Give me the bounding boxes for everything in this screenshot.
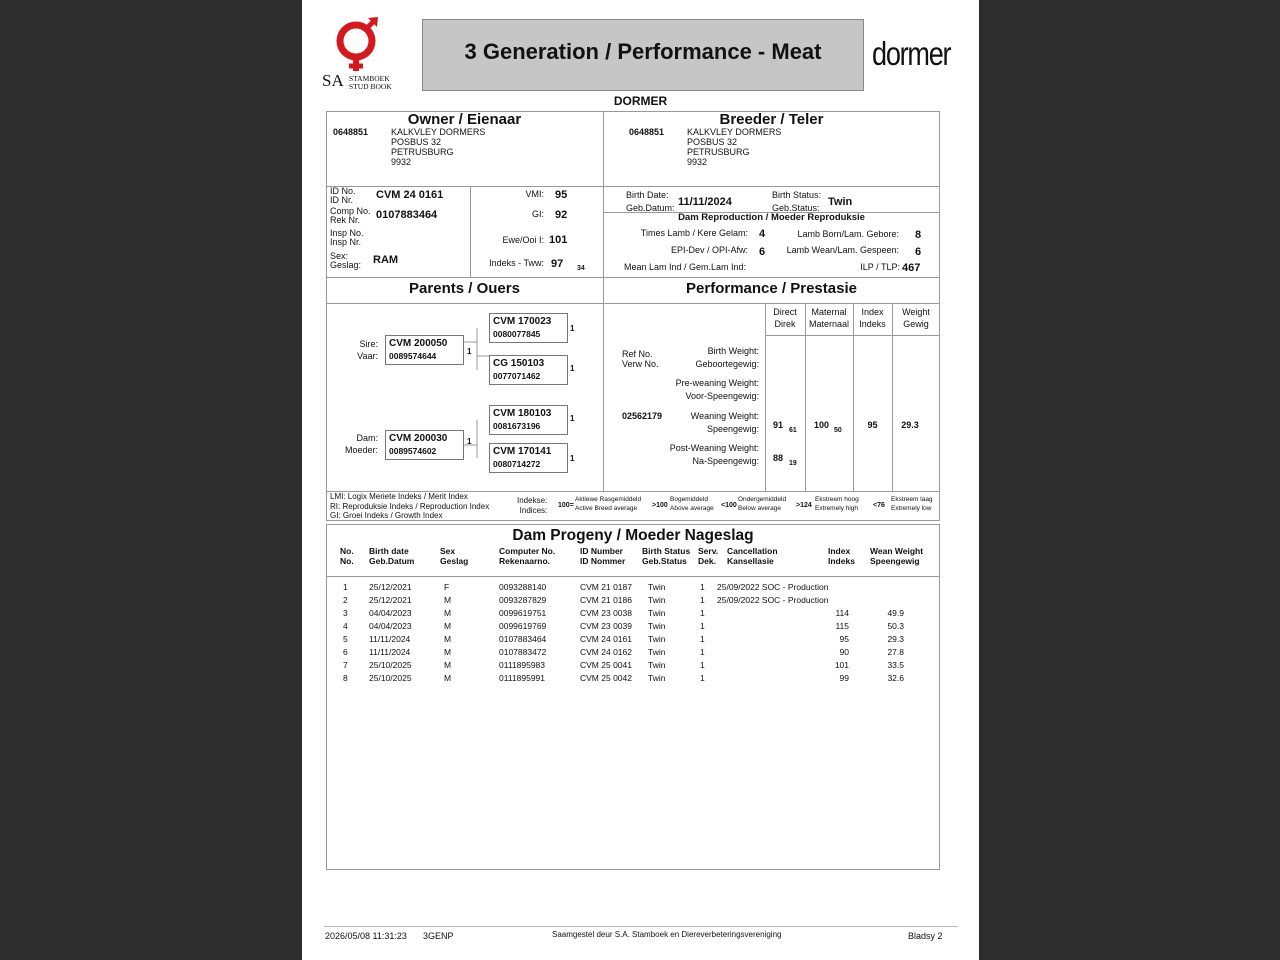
progeny-rows: 1 25/12/2021 F 0093288140 CVM 21 0187 Twin 1 25/09/2022 SOC - Production 2 25/12/2021 M 0093287829 CVM 21 0186 Twin 1 25/09/2022 SOC - Production 3 04/04/2023 M 0099619751 CVM 23 0038 Twin 1 114 49.9 4 04/04/2023 M 0099619769 CVM 23 0039 Twin 1 115 50.3 5 11/11/2024 M 0107883464 CVM 24 0161 Twin 1 95 29.3 6 11/11/2024 M 0107883472 CVM 24 0162 Twin 1 90 27.8 7 25/10/2025 M 0111895983 CVM 25 0041 Twin 1 101 33.5 8 25/10/2025 M 0111895991 CVM 25 0042 Twin 1 99 32.6 xyxy=(343,582,904,683)
ewe-value: 101 xyxy=(549,234,568,246)
legend-text-1: Bogemiddeld Above average xyxy=(670,496,714,512)
lamb-wean-value: 6 xyxy=(915,246,922,258)
logo-line1: STAMBOEK xyxy=(349,74,390,83)
dam-sire-mark: 1 xyxy=(570,414,575,423)
hdr-computer-no: Computer No. Rekenaarno. xyxy=(499,546,556,566)
col-maternal-header: Maternal Maternaal xyxy=(808,307,850,329)
hdr-id-number: ID Number ID Nommer xyxy=(580,546,626,566)
hdr-birth-date: Birth date Geb.Datum xyxy=(369,546,415,566)
wean-index: 95 xyxy=(867,420,878,430)
document-page xyxy=(302,0,979,960)
ilp-label: ILP / TLP: xyxy=(860,262,900,272)
logo-sa: SA xyxy=(322,71,344,90)
sex-value: RAM xyxy=(373,254,399,266)
wean-direct: 91 xyxy=(773,420,784,430)
dam-repro-heading: Dam Reproduction / Moeder Reproduksie xyxy=(678,212,865,223)
sire-label: Sire: Vaar: xyxy=(357,339,378,361)
performance-heading: Performance / Prestasie xyxy=(686,280,857,297)
vmi-label: VMI: xyxy=(525,189,544,199)
wean-direct-sub: 61 xyxy=(789,427,797,434)
dam-dam-mark: 1 xyxy=(570,454,575,463)
lamb-born-label: Lamb Born/Lam. Gebore: xyxy=(797,229,899,239)
legend-key-4: <76 xyxy=(873,502,885,509)
comp-value: 0107883464 xyxy=(376,209,438,221)
logo-line2: STUD BOOK xyxy=(349,82,392,91)
legend-text-3: Ekstreem hoog Extremely high xyxy=(815,496,859,512)
birth-weight-label: Birth Weight: Geboortegewig: xyxy=(695,346,759,369)
lamb-wean-label: Lamb Wean/Lam. Gespeen: xyxy=(786,245,899,255)
col-index-header: Index Indeks xyxy=(859,307,886,329)
preweaning-weight-label: Pre-weaning Weight: Voor-Speengewig: xyxy=(675,378,759,401)
sire-sire-mark: 1 xyxy=(570,324,575,333)
legend-key-1: >100 xyxy=(652,502,668,509)
breed-logo: dormer xyxy=(872,35,951,72)
hdr-cancellation: Cancellation Kansellasie xyxy=(727,546,778,566)
footer-compiled: Saamgestel deur S.A. Stamboek en Diereverbeteringsvereniging xyxy=(552,930,782,939)
birth-date-value: 11/11/2024 xyxy=(678,196,732,208)
birth-date-label: Birth Date: Geb.Datum: xyxy=(626,190,675,213)
times-lamb-value: 4 xyxy=(759,228,766,240)
legend-text-2: Ondergemiddeld Below average xyxy=(738,496,787,512)
footer-page: Bladsy 2 xyxy=(908,931,943,941)
sire-dam-box: CG 150103 0077071462 xyxy=(489,355,568,385)
ewe-label: Ewe/Ooi I: xyxy=(502,235,544,245)
hdr-sex: Sex Geslag xyxy=(440,546,469,566)
lamb-born-value: 8 xyxy=(915,229,922,241)
sex-label: Sex: Geslag: xyxy=(330,251,362,270)
legend-key-2: <100 xyxy=(721,502,737,509)
dam-label: Dam: Moeder: xyxy=(344,433,378,455)
legend-key-0: 100= xyxy=(558,502,574,509)
progeny-heading: Dam Progeny / Moeder Nageslag xyxy=(512,527,754,544)
ilp-value: 467 xyxy=(902,262,921,274)
owner-heading: Owner / Eienaar xyxy=(407,111,522,128)
sire-dam-mark: 1 xyxy=(570,364,575,373)
legend-lines: LMI: Logix Meriete Indeks / Merit Index RI: Reproduksie Indeks / Reproduction Index GI: Groei Indeks / Growth Index xyxy=(330,492,490,520)
sire-sire-box: CVM 170023 0080077845 xyxy=(489,313,568,343)
report-title: 3 Generation / Performance - Meat xyxy=(464,39,822,64)
breeder-code: 0648851 xyxy=(629,127,665,137)
tww-sub: 34 xyxy=(577,265,585,272)
breeder-heading: Breeder / Teler xyxy=(719,111,824,128)
postweaning-weight-label: Post-Weaning Weight: Na-Speengewig: xyxy=(669,443,759,466)
comp-label: Comp No. Rek Nr. xyxy=(330,206,371,225)
dam-mark: 1 xyxy=(467,437,472,446)
indices-label: Indekse: Indices: xyxy=(517,496,548,515)
tww-label: Indeks - Tww: xyxy=(489,258,544,268)
vmi-value: 95 xyxy=(555,189,568,201)
wean-maternal: 100 xyxy=(814,420,830,430)
hdr-birth-status: Birth Status Geb.Status xyxy=(642,546,691,566)
col-direct-header: Direct Direk xyxy=(773,307,797,329)
birth-status-value: Twin xyxy=(828,196,853,208)
mean-lam-label: Mean Lam Ind / Gem.Lam Ind: xyxy=(624,262,747,272)
tww-value: 97 xyxy=(551,258,564,270)
post-direct-sub: 19 xyxy=(789,460,797,467)
gi-label: GI: xyxy=(531,209,544,219)
times-lamb-label: Times Lamb / Kere Gelam: xyxy=(640,228,748,238)
legend-key-3: >124 xyxy=(796,502,812,509)
legend-text-4: Ekstreem laag Extremely low xyxy=(891,496,933,512)
insp-label: Insp No. Insp Nr. xyxy=(330,228,364,247)
col-weight-header: Weight Gewig xyxy=(902,307,930,329)
breed-name: DORMER xyxy=(613,94,668,108)
breeder-address: KALKVLEY DORMERS POSBUS 32 PETRUSBURG 9932 xyxy=(687,127,782,167)
hdr-serv: Serv. Dek. xyxy=(698,546,719,566)
owner-address: KALKVLEY DORMERS POSBUS 32 PETRUSBURG 9932 xyxy=(391,127,486,167)
sire-box: CVM 200050 0089574644 xyxy=(385,335,464,365)
ref-label: Ref No. Verw No. xyxy=(622,349,659,369)
epi-label: EPI-Dev / OPI-Afw: xyxy=(670,245,748,255)
dam-box: CVM 200030 0089574602 xyxy=(385,430,464,460)
birth-status-label: Birth Status: Geb.Status: xyxy=(772,190,822,213)
hdr-no: No. No. xyxy=(340,546,354,566)
sire-mark: 1 xyxy=(467,347,472,356)
wean-maternal-sub: 50 xyxy=(834,427,842,434)
gi-value: 92 xyxy=(555,209,568,221)
progeny-header-row xyxy=(326,546,940,574)
id-label: ID No. ID Nr. xyxy=(330,186,356,205)
dam-sire-box: CVM 180103 0081673196 xyxy=(489,405,568,435)
hdr-wean-weight: Wean Weight Speengewig xyxy=(870,546,924,566)
legend-text-0: Aktiewe Rasgemiddeld Active Breed average xyxy=(575,496,642,512)
hdr-index: Index Indeks xyxy=(828,546,855,566)
footer-code: 3GENP xyxy=(423,931,454,941)
epi-value: 6 xyxy=(759,246,766,258)
post-direct: 88 xyxy=(773,453,784,463)
owner-code: 0648851 xyxy=(333,127,369,137)
id-value: CVM 24 0161 xyxy=(376,189,444,201)
parents-heading: Parents / Ouers xyxy=(409,280,520,297)
dam-dam-box: CVM 170141 0080714272 xyxy=(489,443,568,473)
ref-value: 02562179 xyxy=(622,411,663,421)
weaning-weight-label: Weaning Weight: Speengewig: xyxy=(690,411,759,434)
footer-timestamp: 2026/05/08 11:31:23 xyxy=(325,931,407,941)
wean-weight: 29.3 xyxy=(901,420,919,430)
